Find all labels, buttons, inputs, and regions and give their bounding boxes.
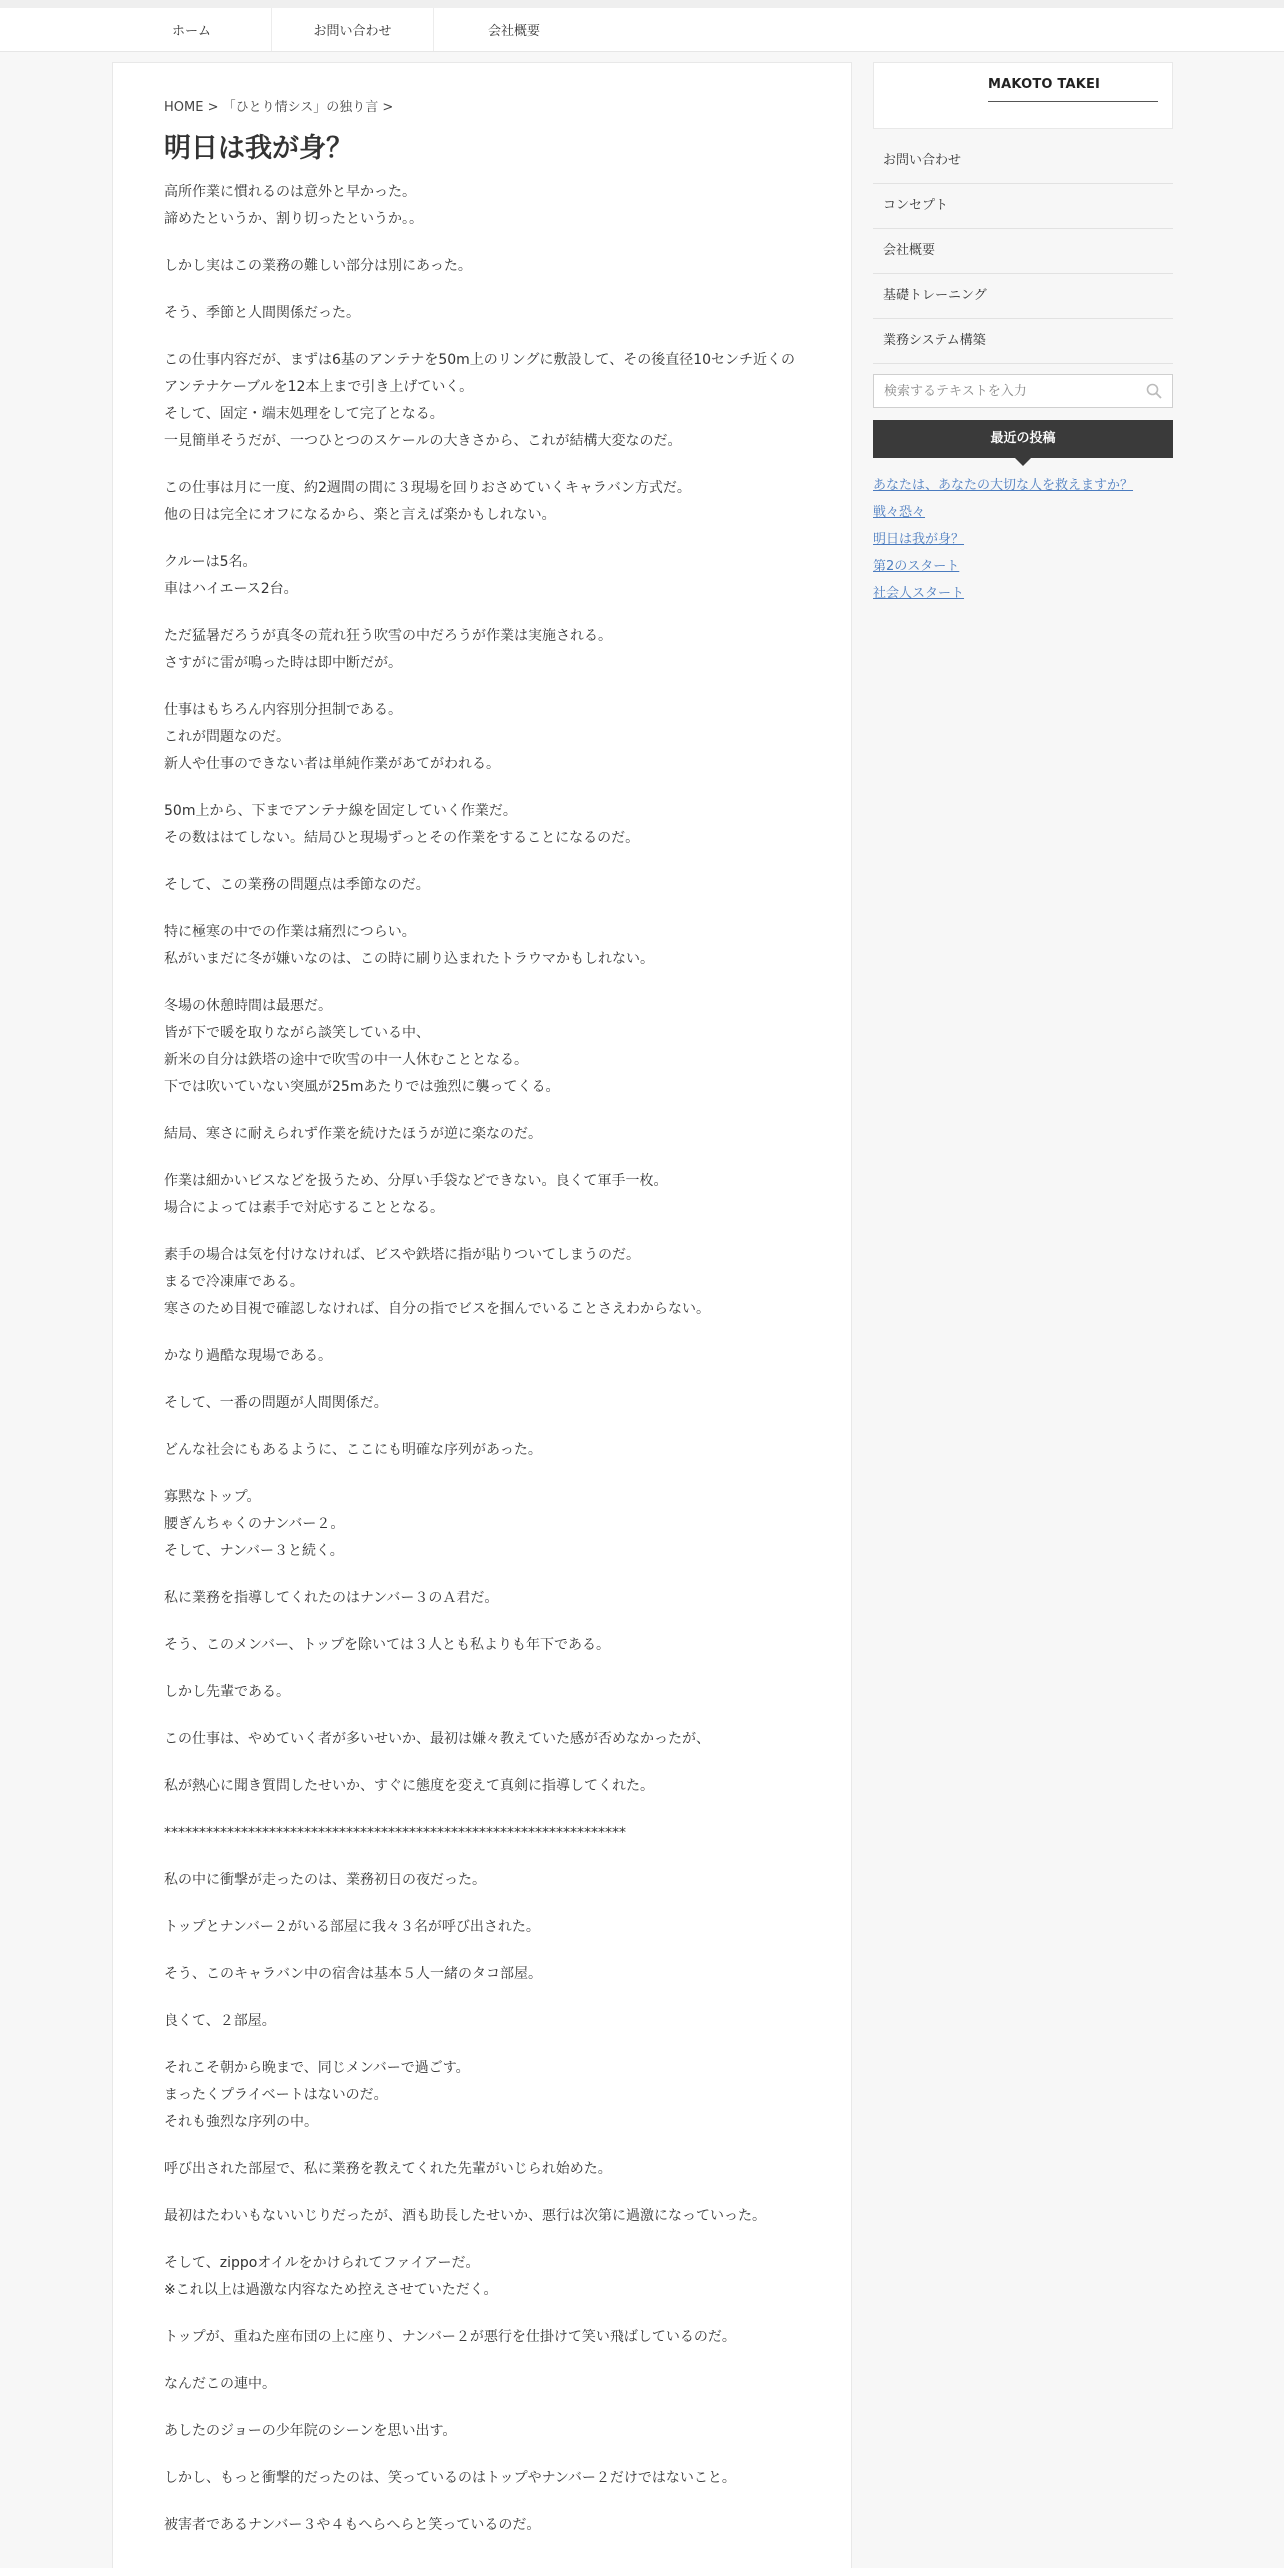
recent-post-link[interactable]: 明日は我が身？	[873, 532, 965, 547]
sidebar-item-company[interactable]: 会社概要	[873, 229, 1173, 274]
article-line: それも強烈な序列の中。	[164, 2114, 318, 2130]
article-line: そう、このキャラバン中の宿舎は基本５人一緒のタコ部屋。	[164, 1966, 542, 1982]
article-line: そう、このメンバー、トップを除いては３人とも私よりも年下である。	[164, 1637, 611, 1653]
list-item	[873, 584, 1173, 611]
article-line: かなり過酷な現場である。	[164, 1348, 332, 1364]
article-paragraph	[164, 993, 804, 1101]
recent-post-link[interactable]: 社会人スタート	[873, 586, 965, 601]
article-line: しかし、もっと衝撃的だったのは、笑っているのはトップやナンバー２だけではないこと。	[164, 2470, 736, 2486]
article-card	[112, 62, 852, 2568]
article-line: そして、この業務の問題点は季節なのだ。	[164, 877, 430, 893]
article-line: そして、ナンバー３と続く。	[164, 1543, 344, 1559]
top-nav-bar	[0, 0, 1284, 52]
article-paragraph	[164, 1343, 804, 1370]
sidebar-item-contact[interactable]: お問い合わせ	[873, 139, 1173, 184]
article-paragraph	[164, 2008, 804, 2035]
article-paragraph	[164, 1773, 804, 1800]
article-paragraph	[164, 1726, 804, 1753]
list-item	[873, 503, 1173, 530]
article-paragraph	[164, 2156, 804, 2183]
page-title: 明日は我が身？	[164, 133, 353, 164]
list-item	[873, 557, 1173, 584]
sidebar-item-concept[interactable]: コンセプト	[873, 184, 1173, 229]
article-paragraph	[164, 1168, 804, 1222]
nav-item-contact[interactable]: お問い合わせ	[272, 8, 434, 51]
article-paragraph	[164, 2250, 804, 2304]
article-content	[164, 99, 804, 2559]
article-line: 高所作業に慣れるのは意外と早かった。	[164, 184, 416, 200]
article-line: 最初はたわいもないいじりだったが、酒も助長したせいか、悪行は次第に過激になっていった。	[164, 2208, 766, 2224]
profile-widget	[873, 62, 1173, 129]
article-line: 冬場の休憩時間は最悪だ。	[164, 998, 332, 1014]
list-item	[873, 530, 1173, 557]
breadcrumb-category-link[interactable]: 「ひとり情シス」の独り言	[222, 100, 379, 115]
article-line: 車はハイエース2台。	[164, 581, 298, 597]
article-paragraph	[164, 872, 804, 899]
sidebar	[873, 62, 1173, 611]
article-paragraph	[164, 2512, 804, 2539]
article-line: 結局、寒さに耐えられず作業を続けたほうが逆に楽なのだ。	[164, 1126, 542, 1142]
article-body	[164, 179, 804, 2539]
article-paragraph	[164, 1914, 804, 1941]
article-paragraph	[164, 1820, 804, 1847]
article-line: なんだこの連中。	[164, 2376, 276, 2392]
article-line: 寒さのため目視で確認しなければ、自分の指でビスを掴んでいることさえわからない。	[164, 1301, 710, 1317]
list-item	[873, 476, 1173, 503]
article-line: 新人や仕事のできない者は単純作業があてがわれる。	[164, 756, 500, 772]
article-line: ******************************************************************	[164, 1825, 626, 1841]
article-line: それこそ朝から晩まで、同じメンバーで過ごす。	[164, 2060, 470, 2076]
article-line: 新米の自分は鉄塔の途中で吹雪の中一人休むこととなる。	[164, 1052, 528, 1068]
heading-arrow	[1015, 458, 1031, 466]
article-paragraph	[164, 798, 804, 852]
article-line: どんな社会にもあるように、ここにも明確な序列があった。	[164, 1442, 542, 1458]
nav-item-company[interactable]: 会社概要	[487, 24, 540, 39]
article-line: トップが、重ねた座布団の上に座り、ナンバー２が悪行を仕掛けて笑い飛ばしているのだ。	[164, 2329, 736, 2345]
article-line: 呼び出された部屋で、私に業務を教えてくれた先輩がいじられ始めた。	[164, 2161, 612, 2177]
article-line: 良くて、２部屋。	[164, 2013, 276, 2029]
article-paragraph	[164, 253, 804, 280]
breadcrumb	[164, 99, 804, 117]
recent-posts-heading	[873, 420, 1173, 458]
search-icon[interactable]	[1146, 383, 1162, 399]
article-paragraph	[164, 179, 804, 233]
article-paragraph	[164, 623, 804, 677]
article-line: 私の中に衝撃が走ったのは、業務初日の夜だった。	[164, 1872, 486, 1888]
article-line: 素手の場合は気を付けなければ、ビスや鉄塔に指が貼りついてしまうのだ。	[164, 1247, 640, 1263]
article-paragraph	[164, 347, 804, 455]
article-line: しかし先輩である。	[164, 1684, 290, 1700]
article-paragraph	[164, 2371, 804, 2398]
profile-name: MAKOTO TAKEI	[988, 77, 1101, 92]
article-line: 他の日は完全にオフになるから、楽と言えば楽かもしれない。	[164, 507, 556, 523]
article-line: 被害者であるナンバー３や４もへらへらと笑っているのだ。	[164, 2517, 541, 2533]
article-paragraph	[164, 1679, 804, 1706]
recent-post-link[interactable]: あなたは、あなたの大切な人を救えますか？	[873, 478, 1134, 493]
recent-post-link[interactable]: 第2のスタート	[873, 559, 960, 574]
article-line: 私がいまだに冬が嫌いなのは、この時に刷り込まれたトラウマかもしれない。	[164, 951, 654, 967]
article-line: 仕事はもちろん内容別分担制である。	[164, 702, 402, 718]
article-line: 作業は細かいビスなどを扱うため、分厚い手袋などできない。良くて軍手一枚。	[164, 1173, 668, 1189]
article-line: さすがに雷が鳴った時は即中断だが。	[164, 655, 402, 671]
article-line: 下では吹いていない突風が25mあたりでは強烈に襲ってくる。	[164, 1079, 560, 1095]
article-paragraph	[164, 475, 804, 529]
article-line: 私に業務を指導してくれたのはナンバー３のＡ君だ。	[164, 1590, 499, 1606]
article-line: まったくプライベートはないのだ。	[164, 2087, 388, 2103]
article-line: 50m上から、下までアンテナ線を固定していく作業だ。	[164, 803, 517, 819]
article-line: これが問題なのだ。	[164, 729, 290, 745]
article-line: 一見簡単そうだが、一つひとつのスケールの大きさから、これが結構大変なのだ。	[164, 433, 682, 449]
article-paragraph	[164, 1484, 804, 1565]
article-paragraph	[164, 2203, 804, 2230]
article-paragraph	[164, 1867, 804, 1894]
top-nav-menu	[0, 8, 1284, 51]
article-line: ※これ以上は過激な内容なため控えさせていただく。	[164, 2282, 498, 2298]
article-paragraph	[164, 300, 804, 327]
article-line: この仕事は、やめていく者が多いせいか、最初は嫌々教えていた感が否めなかったが、	[164, 1731, 710, 1747]
article-paragraph	[164, 1961, 804, 1988]
article-line: クルーは5名。	[164, 554, 257, 570]
sidebar-menu	[873, 139, 1173, 364]
article-paragraph	[164, 1390, 804, 1417]
article-paragraph	[164, 1242, 804, 1323]
search-input[interactable]	[874, 375, 1124, 407]
article-line: 私が熱心に聞き質問したせいか、すぐに態度を変えて真剣に指導してくれた。	[164, 1778, 654, 1794]
breadcrumb-separator: >	[207, 100, 219, 115]
article-paragraph	[164, 1632, 804, 1659]
article-line: そして、固定・端末処理をして完了となる。	[164, 406, 444, 422]
recent-posts-title: 最近の投稿	[990, 431, 1056, 446]
article-line: この仕事は月に一度、約2週間の間に３現場を回りおさめていくキャラバン方式だ。	[164, 480, 691, 496]
article-line: 腰ぎんちゃくのナンバー２。	[164, 1516, 345, 1532]
article-paragraph	[164, 2465, 804, 2492]
article-line: ただ猛暑だろうが真冬の荒れ狂う吹雪の中だろうが作業は実施される。	[164, 628, 612, 644]
article-line: この仕事内容だが、まずは6基のアンテナを50m上のリングに敷設して、その後直径10センチ近くのアンテナケーブルを12本上まで引き上げていく。	[164, 352, 796, 395]
article-line: トップとナンバー２がいる部屋に我々３名が呼び出された。	[164, 1919, 540, 1935]
article-paragraph	[164, 549, 804, 603]
article-line: しかし実はこの業務の難しい部分は別にあった。	[164, 258, 472, 274]
article-paragraph	[164, 2055, 804, 2136]
breadcrumb-separator: >	[382, 100, 394, 115]
article-paragraph	[164, 1121, 804, 1148]
article-line: 特に極寒の中での作業は痛烈につらい。	[164, 924, 416, 940]
sidebar-item-basic-training[interactable]: 基礎トレーニング	[873, 274, 1173, 319]
article-line: 寡黙なトップ。	[164, 1489, 261, 1505]
article-line: 諦めたというか、割り切ったというか。。	[164, 211, 423, 227]
article-paragraph	[164, 2324, 804, 2351]
article-line: まるで冷凍庫である。	[164, 1274, 304, 1290]
recent-post-link[interactable]: 戦々恐々	[873, 505, 926, 520]
article-line: 皆が下で暖を取りながら談笑している中、	[164, 1025, 430, 1041]
article-paragraph	[164, 1437, 804, 1464]
article-paragraph	[164, 919, 804, 973]
search-box	[873, 374, 1173, 408]
article-line: その数ははてしない。結局ひと現場ずっとその作業をすることになるのだ。	[164, 830, 640, 846]
article-paragraph	[164, 1585, 804, 1612]
article-line: あしたのジョーの少年院のシーンを思い出す。	[164, 2423, 457, 2439]
recent-posts-list	[873, 476, 1173, 611]
article-paragraph	[164, 2418, 804, 2445]
profile-divider	[988, 101, 1158, 102]
article-line: 場合によっては素手で対応することとなる。	[164, 1200, 444, 1216]
article-paragraph	[164, 697, 804, 778]
article-line: そして、zippoオイルをかけられてファイアーだ。	[164, 2255, 480, 2271]
article-line: そして、一番の問題が人間関係だ。	[164, 1395, 388, 1411]
article-line: そう、季節と人間関係だった。	[164, 305, 360, 321]
nav-item-home[interactable]: ホーム	[112, 8, 272, 51]
breadcrumb-home-link[interactable]: HOME	[164, 100, 204, 115]
sidebar-item-system-building[interactable]: 業務システム構築	[873, 319, 1173, 364]
